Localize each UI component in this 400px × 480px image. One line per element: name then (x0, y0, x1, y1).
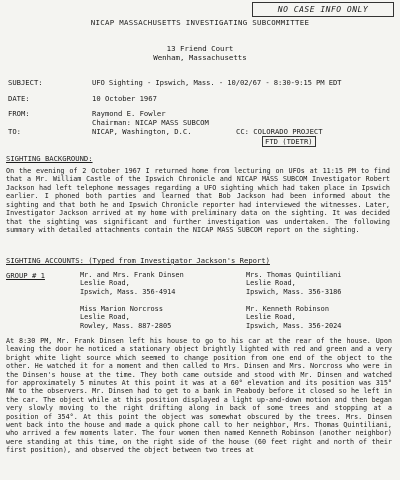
to-label: TO: (8, 127, 21, 136)
witness-name: Mr. and Mrs. Frank Dinsen (80, 271, 184, 279)
witness-city: Ipswich, Mass. 356-2024 (246, 321, 342, 330)
witness-street: Leslie Road, (80, 313, 130, 322)
witness-block (246, 271, 341, 296)
witness-name: Miss Marion Norcross (80, 305, 163, 313)
cc-line2: FTD (TDETR) (262, 136, 316, 147)
witness-city: Ipswich, Mass. 356-3186 (246, 287, 342, 296)
accounts-heading: SIGHTING ACCOUNTS: (Typed from Investigator Jackson's Report) (6, 256, 270, 265)
witness-block (246, 305, 341, 330)
witness-street: Leslie Road, (246, 279, 296, 288)
subject-value: UFO Sighting - Ipswich, Mass. - 10/02/67 - 8:30-9:15 PM EDT (92, 78, 342, 87)
witness-street: Leslie Road, (80, 279, 130, 288)
subject-label: SUBJECT: (8, 78, 43, 87)
cc-line1: CC: COLORADO PROJECT (236, 127, 323, 136)
letterhead-address-line2: Wenham, Massachusetts (153, 53, 247, 62)
witness-name: Mr. Kenneth Robinson (246, 305, 329, 313)
background-heading: SIGHTING BACKGROUND: (6, 154, 93, 163)
witness-city: Ipswich, Mass. 356-4914 (80, 287, 176, 296)
from-value-name: Raymond E. Fowler (92, 109, 166, 118)
date-label: DATE: (8, 94, 30, 103)
witness-name: Mrs. Thomas Quintiliani (246, 271, 342, 279)
witness-block (80, 305, 171, 330)
to-value: NICAP, Washington, D.C. (92, 127, 192, 136)
from-label: FROM: (8, 109, 30, 118)
accounts-narrative: At 8:30 PM, Mr. Frank Dinsen left his house to go to his car at the rear of the house. Upon leaving the door he noticed a stationary object brightly lighted with red and green and a very bright white light source which seemed to change position from one end of the object to the other. He watched it for a moment and then called to Mrs. Dinsen and Mrs. Norcross who were in the Dinsen's house at the time. They both came outside and stood with Mr. Dinsen and watched for approximately 5 minutes At this point it was at a 60° elevation and its position was 315° NW to the observers. Mr. Dinsen had to get to a bank in Peabody before it closed so he left in the car. The object while at this position displayed a light up-and-down motion and then began very slowly moving to the right drifting along in back of some trees and stopping at a position of 354°. At this point the object was somewhat obscured by the trees. Mrs. Dinsen went back into the house and made a quick phone call to her neighbor, Mrs. Thomas Quintiliani, who arrived a few moments later. The four women then named Kenneth Robinson (another neighbor) were standing at this time, on the right side of the house (60 feet right and north of their first position), and observed the object between two trees at (6, 337, 392, 455)
background-paragraph: On the evening of 2 October 1967 I returned home from lecturing on UFOs at 11:15 PM to find that a Mr. William Castle of the Ipswich Chronicle and NICAP MASS SUBCOM Investigator Robert Jackson had left telephone messages regarding a UFO sighting which had taken place in Ipswich earlier. I phoned both parties and learned that Bob Jackson had been informed about the sighting and that both he and Ipswich Chronicle reporter had interviewed the witnesses. Later, Investigator Jackson arrived at my home with preliminary data on the sighting. It was decided that the sighting was significant and further investigation was undertaken. The following summary with detailed attachments contain the NICAP MASS SUBCOM report on the sighting. (6, 167, 390, 235)
group-1-label: GROUP # 1 (6, 271, 45, 280)
date-value: 10 October 1967 (92, 94, 157, 103)
witness-street: Leslie Road, (246, 313, 296, 322)
witness-block (80, 271, 184, 296)
no-case-stamp: NO CASE INFO ONLY (252, 2, 394, 17)
letterhead-organization: NICAP MASSACHUSETTS INVESTIGATING SUBCOMMITTEE (90, 18, 310, 27)
from-value-title: Chairman: NICAP MASS SUBCOM (92, 118, 209, 127)
letterhead-address-line1: 13 Friend Court (166, 44, 234, 53)
witness-city: Rowley, Mass. 887-2805 (80, 321, 172, 330)
